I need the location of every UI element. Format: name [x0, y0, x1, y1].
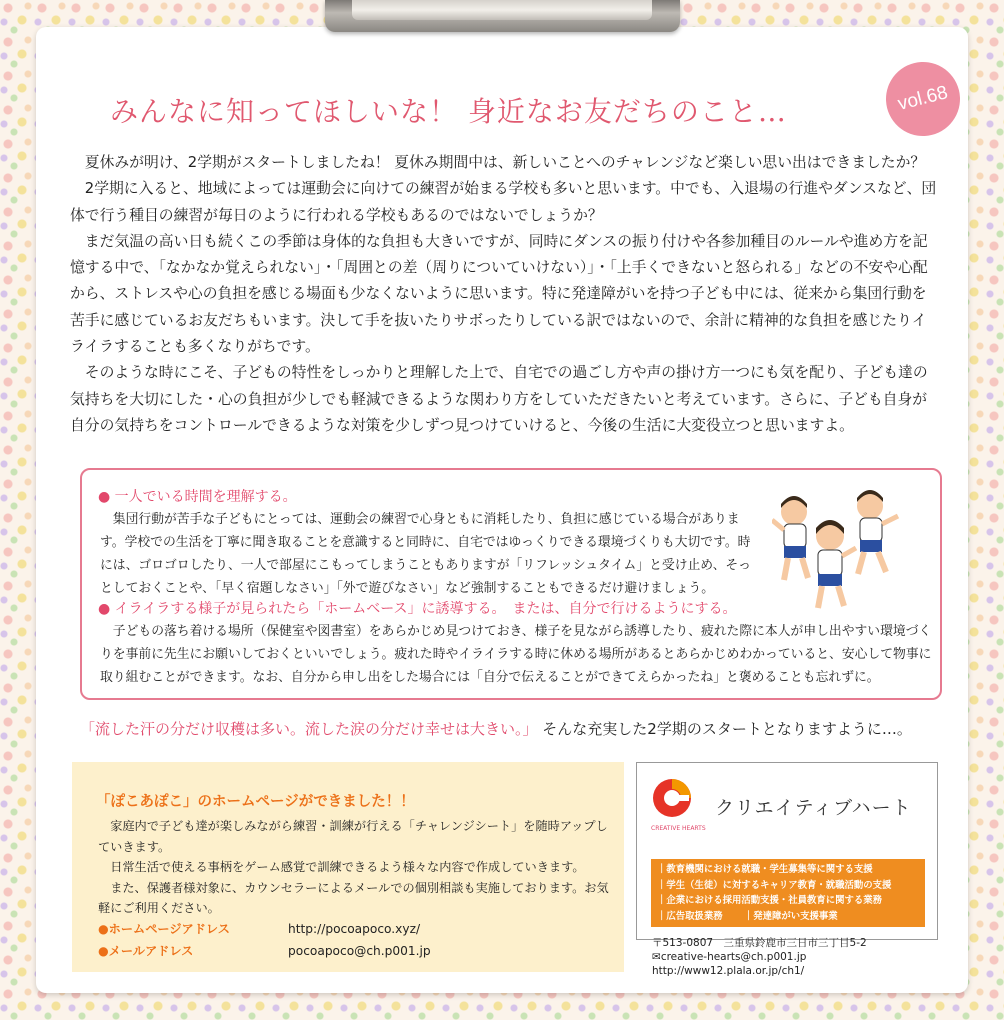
- homepage-url-link[interactable]: http://pocoapoco.xyz/: [288, 922, 421, 936]
- service-item: ｜学生（生徒）に対するキャリア教育・就職活動の支援: [657, 879, 892, 891]
- homepage-title: 「ぽこあぽこ」のホームページができました！！: [96, 794, 415, 810]
- homepage-line: 日常生活で使える事柄をゲーム感覚で訓練できるよう様々な内容で作成していきます。: [110, 860, 585, 874]
- homepage-url-label: ●ホームページアドレス: [98, 922, 230, 936]
- homepage-description: [98, 816, 610, 919]
- volume-label: vol.68: [895, 82, 951, 115]
- tip-heading: ● イライラする様子が見られたら「ホームベース」に誘導する。 または、自分で行けるようにする。: [98, 601, 737, 617]
- tip-body: 集団行動が苦手な子どもにとっては、運動会の練習で心身ともに消耗したり、負担に感じている場合があります。学校での生活を丁寧に聞き取ることを意識すると同時に、自宅ではゆっくりできる環境づくりも大切です。時には、ゴロゴロしたり、一人で部屋にこもってしまうこともありますが「リフレッシュタイム」と受け止め、そっとしておくことや、「早く宿題しなさい」「外で遊びなさい」など強制することもできるだけ避けましょう。: [100, 512, 751, 596]
- email-label: ●メールアドレス: [98, 944, 194, 958]
- closing-text: そんな充実した2学期のスタートとなりますように…。: [542, 720, 912, 738]
- tip-heading: ● 一人でいる時間を理解する。: [98, 489, 297, 505]
- paragraph: 2学期に入ると、地域によっては運動会に向けての練習が始まる学校も多いと思います。中でも、入退場の行進やダンスなど、団体で行う種目の練習が毎日のように行われる学校もあるのではないでしょうか？: [70, 180, 937, 224]
- tip-body: 子どもの落ち着ける場所（保健室や図書室）をあらかじめ見つけておき、様子を見ながら誘導したり、疲れた際に本人が申し出やすい環境づくりを事前に先生にお願いしておくといいでしょう。疲れた時やイライラする時に休める場所があるとあらかじめわかっていると、安心して物事に取り組むことができます。なお、自分から申し出をした場合には「自分で伝えることができてえらかったね」と褒めることも忘れずに。: [100, 624, 932, 685]
- closing-quote: 「流した汗の分だけ収穫は多い。流した涙の分だけ幸せは大きい。」: [80, 720, 538, 738]
- email-link[interactable]: pocoapoco@ch.p001.jp: [288, 944, 431, 958]
- service-item: ｜広告取扱業務: [657, 910, 723, 922]
- company-card: [636, 762, 938, 940]
- paragraph: まだ気温の高い日も続くこの季節は身体的な負担も大きいですが、同時にダンスの振り付けや各参加種目のルールや進め方を記憶する中で、「なかなか覚えられない」・「周囲との差（周りについていけない）」・「上手くできないと怒られる」などの不安や心配から、ストレスや心の負担を感じる場面も少なくないように思います。特に発達障がいを持つ子ども中には、従来から集団行動を苦手に感じているお友だちもいます。決して手を抜いたりサボったりしている訳ではないので、余計に精神的な負担を感じたりイライラすることも多くなりがちです。: [70, 232, 928, 356]
- page-title: みんなに知ってほしいな！ 身近なお友だちのこと…: [110, 95, 787, 128]
- email-row: [98, 942, 431, 959]
- service-item-row: [657, 909, 919, 925]
- company-subtitle: CREATIVE HEARTS: [651, 825, 706, 832]
- service-item: ｜発達障がい支援事業: [743, 910, 838, 922]
- tips-box: [80, 468, 942, 700]
- company-email[interactable]: creative-hearts@ch.p001.jp: [660, 951, 807, 963]
- mail-icon: ✉: [652, 951, 661, 963]
- company-contact: [652, 936, 952, 978]
- homepage-url-row: [98, 920, 420, 937]
- homepage-line: また、保護者様対象に、カウンセラーによるメールでの個別相談も実施しております。お気軽にご利用ください。: [98, 880, 609, 915]
- closing-line: [80, 718, 960, 739]
- company-email-row: [652, 950, 952, 964]
- service-item: ｜企業における採用活動支援・社員教育に関する業務: [657, 895, 883, 907]
- service-item: ｜教育機関における就職・学生募集等に関する支援: [657, 864, 873, 875]
- company-url[interactable]: http://www12.plala.or.jp/ch1/: [652, 965, 805, 977]
- homepage-line: 家庭内で子ども達が楽しみながら練習・訓練が行える「チャレンジシート」を随時アップしていきます。: [98, 819, 608, 854]
- company-name: クリエイティブハート: [715, 797, 912, 819]
- children-running-illustration: [772, 484, 922, 614]
- article-body: [70, 150, 938, 439]
- company-address: 〒513-0807 三重県鈴鹿市三日市三丁目5-2: [652, 937, 867, 949]
- services-list: [651, 859, 925, 927]
- paragraph: そのような時にこそ、子どもの特性をしっかりと理解した上で、自宅での過ごし方や声の掛け方一つにも気を配り、子ども達の気持ちを大切にした・心の負担が少しでも軽減できるような関わり方をしていただきたいと考えています。さらに、子ども自身が自分の気持ちをコントロールできるような対策を少しずつ見つけていけると、今後の生活に大変役立つと思いますよ。: [70, 364, 928, 434]
- homepage-announcement: [72, 762, 624, 972]
- clipboard-clip-highlight: [352, 0, 652, 20]
- company-logo-icon: [651, 777, 693, 819]
- paragraph: 夏休みが明け、2学期がスタートしましたね！ 夏休み期間中は、新しいことへのチャレンジなど楽しい思い出はできましたか？: [84, 154, 926, 171]
